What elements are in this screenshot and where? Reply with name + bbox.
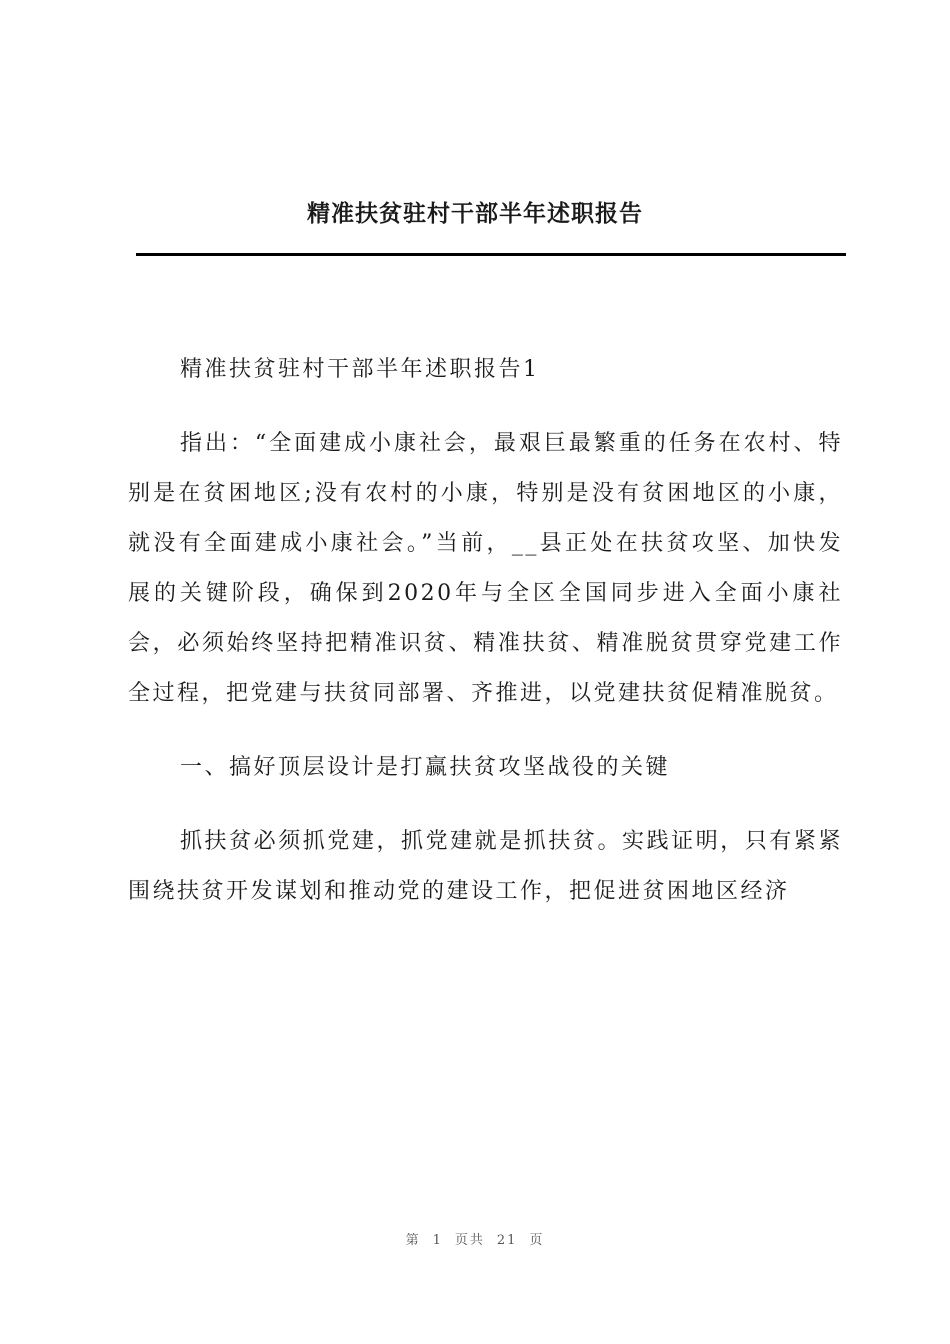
title-underline bbox=[136, 253, 846, 256]
page-footer bbox=[0, 1229, 950, 1248]
paragraph-intro: 指出：“全面建成小康社会，最艰巨最繁重的任务在农村、特别是在贫困地区;没有农村的小康，特别是没有贫困地区的小康，就没有全面建成小康社会。”当前，__县正处在扶贫攻坚、加快发展的关键阶段，确保到2020年与全区全国同步进入全面小康社会，必须始终坚持把精准识贫、精准扶贫、精准脱贫贯穿党建工作全过程，把党建与扶贫同部署、齐推进，以党建扶贫促精准脱贫。 bbox=[128, 431, 843, 706]
document-body bbox=[128, 345, 843, 941]
footer-suffix: 页 bbox=[529, 1233, 545, 1248]
footer-mid: 页共 bbox=[454, 1233, 485, 1248]
footer-prefix: 第 bbox=[405, 1233, 421, 1248]
document-title: 精准扶贫驻村干部半年述职报告 bbox=[307, 201, 643, 227]
paragraph-subtitle: 精准扶贫驻村干部半年述职报告1 bbox=[180, 357, 540, 382]
footer-current-page: 1 bbox=[432, 1233, 443, 1248]
footer-total-pages: 21 bbox=[496, 1233, 518, 1248]
paragraph-section-body: 抓扶贫必须抓党建，抓党建就是抓扶贫。实践证明，只有紧紧围绕扶贫开发谋划和推动党的建设工作，把促进贫困地区经济 bbox=[128, 829, 843, 904]
paragraph-section-heading: 一、搞好顶层设计是打赢扶贫攻坚战役的关键 bbox=[180, 755, 671, 780]
